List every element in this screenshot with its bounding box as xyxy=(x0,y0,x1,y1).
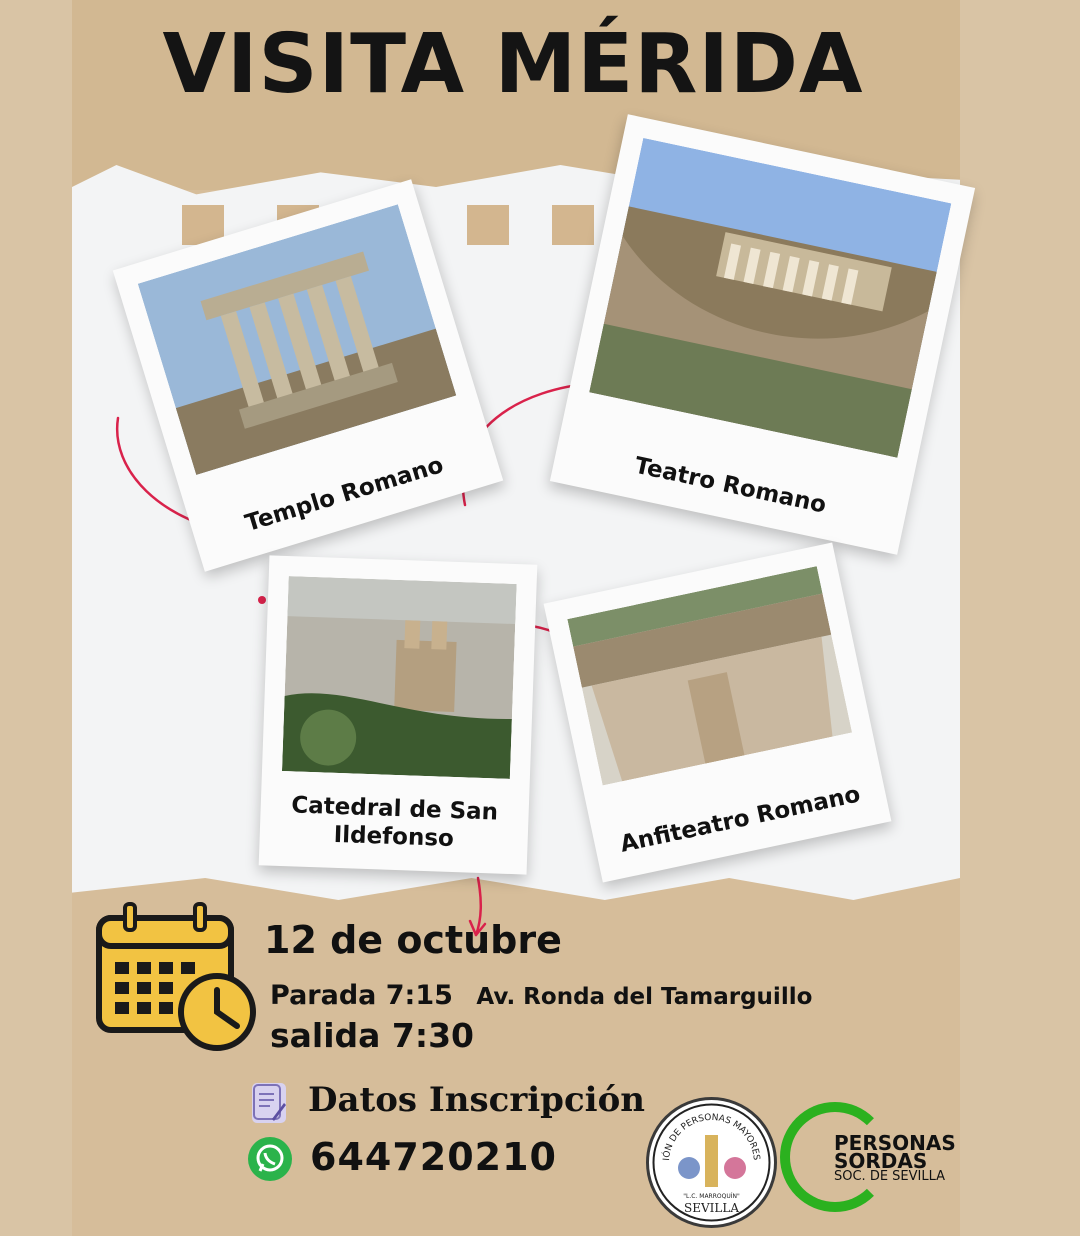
photo-card-catedral xyxy=(259,555,538,874)
whatsapp-icon xyxy=(248,1137,292,1181)
organization-logo xyxy=(780,1100,956,1225)
film-hole xyxy=(467,205,509,245)
label-teatro-romano: Teatro Romano xyxy=(632,452,829,519)
label-anfiteatro-romano: Anfiteatro Romano xyxy=(617,781,863,859)
catedral-photo xyxy=(282,576,517,779)
svg-text:SEVILLA: SEVILLA xyxy=(684,1201,739,1215)
svg-text:ASOCIACIÓN DE PERSONAS MAYORES: IÓN DE PERSONAS MAYORES xyxy=(662,1112,762,1162)
pickup-time: Parada 7:15 xyxy=(270,980,453,1011)
film-hole xyxy=(552,205,594,245)
document-edit-icon xyxy=(252,1083,286,1123)
label-templo-romano: Templo Romano xyxy=(242,452,447,538)
registration-label: Datos Inscripción xyxy=(308,1080,645,1120)
departure-time: salida 7:30 xyxy=(270,1016,474,1055)
label-catedral: Catedral de San Ildefonso xyxy=(290,791,499,853)
svg-text:"L.C. MARROQUÍN": "L.C. MARROQUÍN" xyxy=(683,1193,740,1200)
photo-card-anfiteatro-romano xyxy=(544,542,892,882)
org-line3: SOC. DE SEVILLA xyxy=(834,1169,946,1184)
pickup-stop xyxy=(270,980,812,1011)
teatro-romano-photo xyxy=(589,138,951,458)
event-date: 12 de octubre xyxy=(264,918,562,962)
org-line2: SORDAS xyxy=(834,1149,928,1173)
org-line1: PERSONAS xyxy=(834,1131,956,1155)
calendar-clock-icon xyxy=(95,900,260,1055)
association-logo xyxy=(646,1097,777,1228)
poster-title: VISITA MÉRIDA xyxy=(162,17,864,112)
pickup-address: Av. Ronda del Tamarguillo xyxy=(476,984,813,1010)
anfiteatro-romano-photo xyxy=(567,566,852,785)
phone-number[interactable]: 644720210 xyxy=(310,1135,557,1179)
